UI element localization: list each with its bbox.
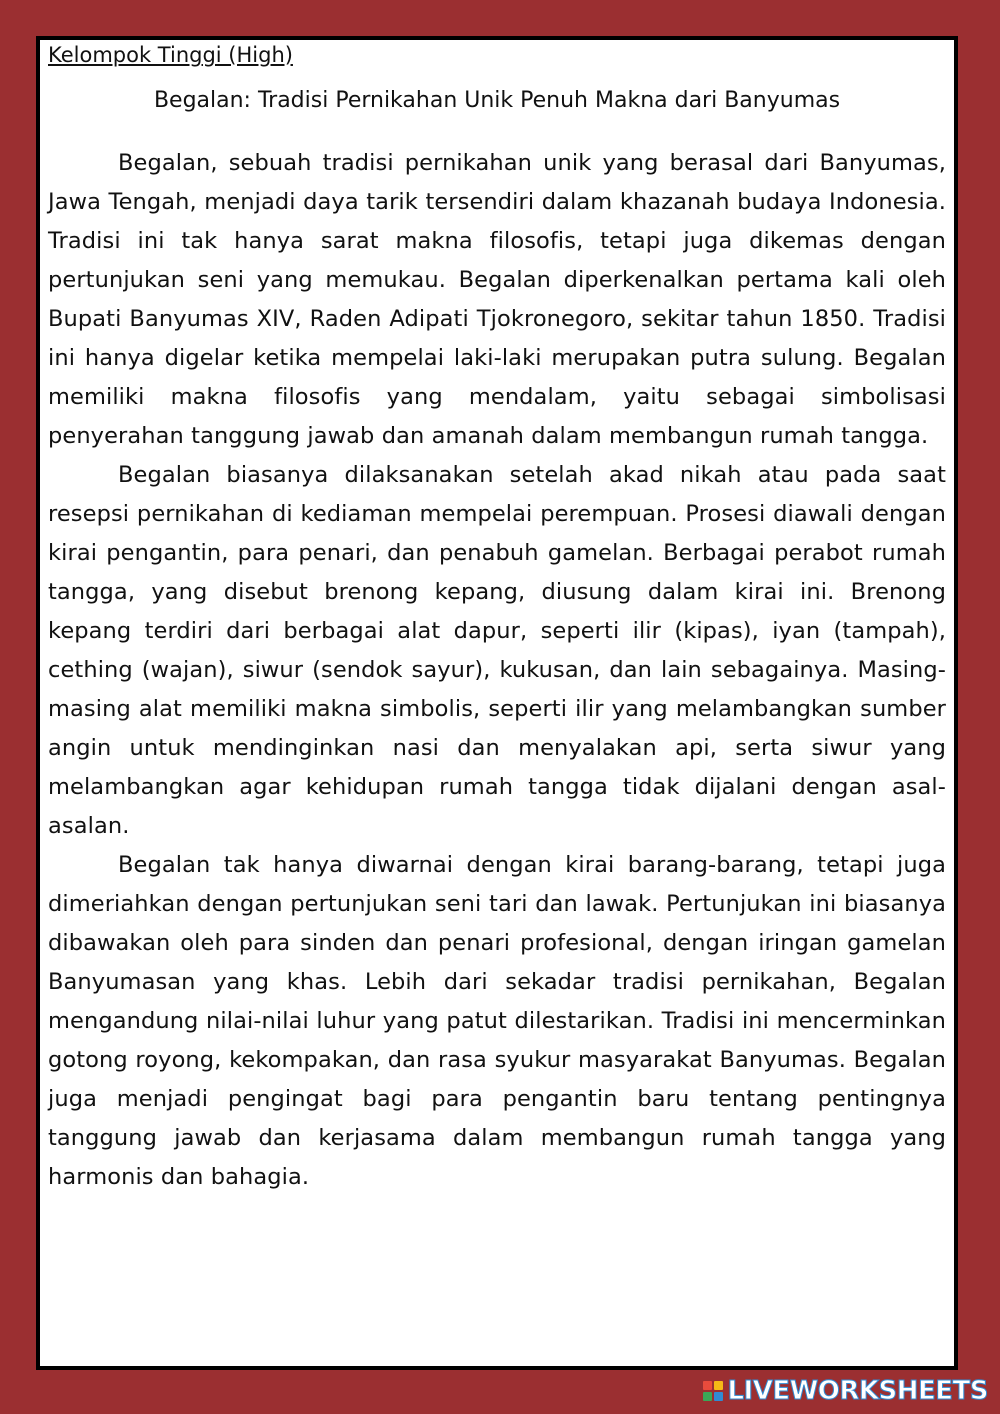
logo-square-red [703,1381,712,1390]
paragraph-3: Begalan tak hanya diwarnai dengan kirai barang-barang, tetapi juga dimeriahkan dengan pertunjukan seni tari dan lawak. Pertunjukan ini biasanya dibawakan oleh para sinden dan penari profesional, dengan iringan gamelan Banyumasan yang khas. Lebih dari sekadar tradisi pernikahan, Begalan mengandung nilai-nilai luhur yang patut dilestarikan. Tradisi ini mencerminkan gotong royong, kekompakan, dan rasa syukur masyarakat Banyumas. Begalan juga menjadi pengingat bagi para pengantin baru tentang pentingnya tanggung jawab dan kerjasama dalam membangun rumah tangga yang harmonis dan bahagia. [48,852,946,1190]
worksheet-content [48,40,946,1197]
document-title: Begalan: Tradisi Pernikahan Unik Penuh Makna dari Banyumas [153,88,841,113]
logo-square-yellow [714,1381,723,1390]
liveworksheets-logo-icon [703,1381,723,1401]
paragraph-1: Begalan, sebuah tradisi pernikahan unik yang berasal dari Banyumas, Jawa Tengah, menjadi daya tarik tersendiri dalam khazanah budaya Indonesia. Tradisi ini tak hanya sarat makna filosofis, tetapi juga dikemas dengan pertunjukan seni yang memukau. Begalan diperkenalkan pertama kali oleh Bupati Banyumas XIV, Raden Adipati Tjokronegoro, sekitar tahun 1850. Tradisi ini hanya digelar ketika mempelai laki-laki merupakan putra sulung. Begalan memiliki makna filosofis yang mendalam, yaitu sebagai simbolisasi penyerahan tanggung jawab dan amanah dalam membangun rumah tangga. [48,150,946,449]
logo-square-blue [714,1392,723,1401]
paragraph-2: Begalan biasanya dilaksanakan setelah akad nikah atau pada saat resepsi pernikahan di kediaman mempelai perempuan. Prosesi diawali dengan kirai pengantin, para penari, dan penabuh gamelan. Berbagai perabot rumah tangga, yang disebut brenong kepang, diusung dalam kirai ini. Brenong kepang terdiri dari berbagai alat dapur, seperti ilir (kipas), iyan (tampah), cething (wajan), siwur (sendok sayur), kukusan, dan lain sebagainya. Masing-masing alat memiliki makna simbolis, seperti ilir yang melambangkan sumber angin untuk mendinginkan nasi dan menyalakan api, serta siwur yang melambangkan agar kehidupan rumah tangga tidak dijalani dengan asal-asalan. [48,462,946,839]
logo-square-green [703,1392,712,1401]
worksheet-page [36,36,958,1370]
group-label: Kelompok Tinggi (High) [48,43,293,67]
liveworksheets-watermark [703,1376,988,1406]
liveworksheets-brand-text: LIVEWORKSHEETS [727,1376,988,1406]
